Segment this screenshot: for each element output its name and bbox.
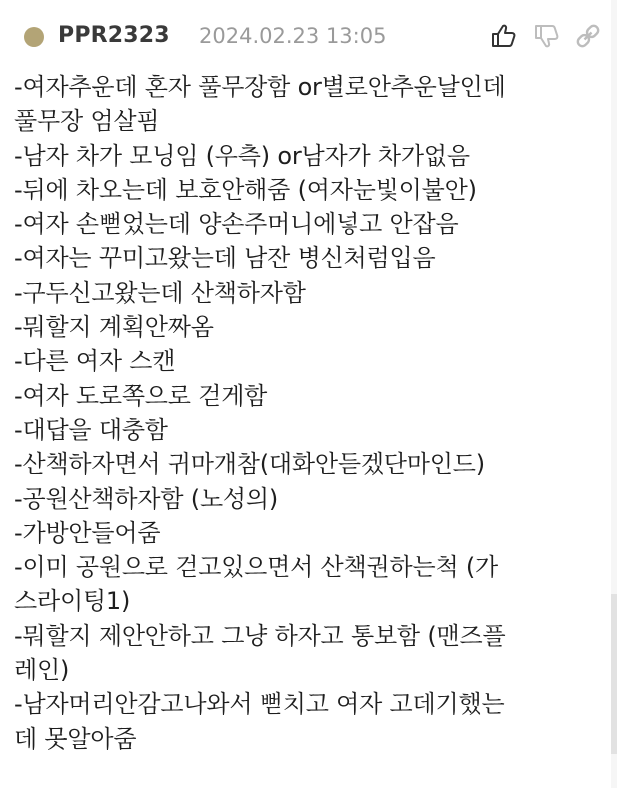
- post-body-line: -다른 여자 스캔: [14, 347, 176, 376]
- post-body-line: -여자 도로쪽으로 걷게함: [14, 381, 268, 410]
- post-body-line: -산책하자면서 귀마개참(대화안듣겠단마인드): [14, 450, 485, 479]
- post-body-line: -대답을 대충함: [14, 415, 168, 444]
- level-badge-icon: [24, 27, 44, 47]
- post-body-line: -공원산책하자함 (노성의): [14, 484, 279, 513]
- post-body-line: -여자 손뻗었는데 양손주머니에넣고 안잡음: [14, 210, 459, 239]
- post-body-line: -여자는 꾸미고왔는데 남잔 병신처럼입음: [14, 244, 436, 273]
- thumbs-down-icon[interactable]: [533, 22, 561, 50]
- post-body-line: -뭐할지 계획안짜옴: [14, 313, 214, 342]
- post-body-line: -가방안들어줌: [14, 518, 161, 547]
- post-body-line: -여자추운데 혼자 풀무장함 or별로안추운날인데: [14, 73, 506, 101]
- post-body-line: -구두신고왔는데 산책하자함: [14, 278, 306, 307]
- scrollbar-thumb[interactable]: [611, 594, 617, 754]
- post-body-line: -남자머리안감고나와서 뻗치고 여자 고데기했는: [14, 690, 505, 719]
- post-body-line: 풀무장 엄살핌: [14, 107, 160, 136]
- link-icon[interactable]: [574, 22, 602, 50]
- post-datetime: [199, 22, 386, 50]
- post-body-line: -남자 차가 모닝임 (우측) or남자가 차가없음: [14, 141, 470, 170]
- post-body: [14, 70, 599, 756]
- post-time: 13:05: [325, 24, 387, 48]
- post-header: [0, 0, 617, 62]
- post-body-line: 데 못알아줌: [14, 724, 137, 753]
- post-body-line: -뒤에 차오는데 보호안해줌 (여자눈빛이불안): [14, 175, 477, 204]
- post-body-line: 레인): [14, 656, 70, 685]
- post-date: 2024.02.23: [199, 24, 320, 48]
- thumbs-up-icon[interactable]: [490, 22, 518, 50]
- author-name[interactable]: PPR2323: [58, 23, 170, 48]
- post-body-line: -이미 공원으로 걷고있으면서 산책권하는척 (가: [14, 553, 499, 582]
- post-body-line: -뭐할지 제안안하고 그냥 하자고 통보함 (맨즈플: [14, 621, 506, 650]
- post-body-line: 스라이팅1): [14, 587, 131, 616]
- scrollbar-track[interactable]: [611, 0, 617, 788]
